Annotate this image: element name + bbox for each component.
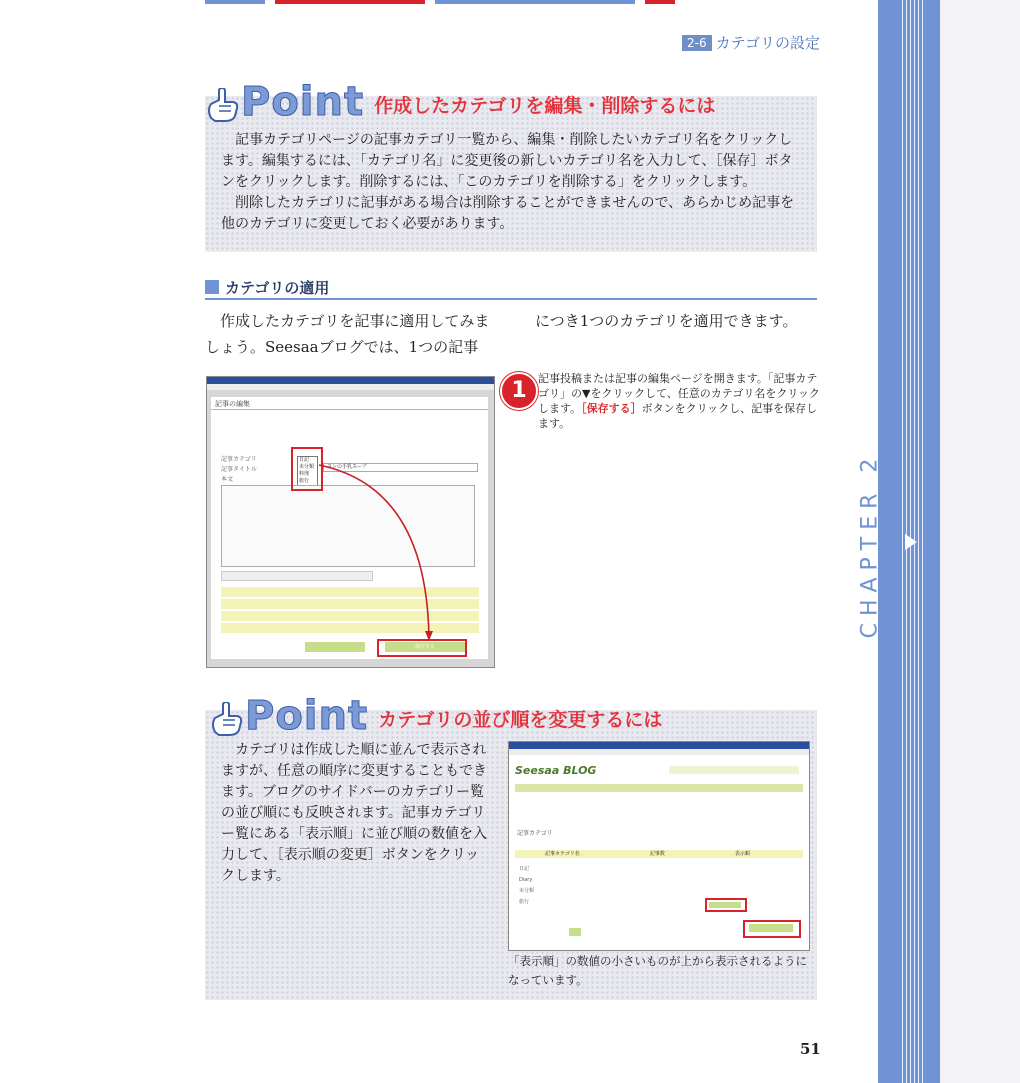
- red-arrow: [207, 377, 494, 667]
- point-heading: [205, 79, 716, 125]
- step-number-badge: 1: [500, 372, 538, 410]
- body-label: 本文: [221, 476, 234, 483]
- title-label: 記事タイトル: [221, 466, 257, 473]
- page-edge: [940, 0, 1020, 1083]
- screenshot-caption: 「表示順」の数値の小さいものが上から表示されるようになっています。: [508, 954, 807, 987]
- category-label: 記事カテゴリ: [221, 456, 257, 463]
- point-title: カテゴリの並び順を変更するには: [378, 709, 663, 731]
- point-title: 作成したカテゴリを編集・削除するには: [374, 95, 716, 117]
- table-row: Diary: [519, 877, 533, 883]
- point-heading: [209, 693, 663, 739]
- top-decoration-bar: [205, 0, 817, 6]
- chapter-label: CHAPTER 2: [857, 451, 883, 639]
- small-button[interactable]: [569, 928, 581, 936]
- seesaa-logo: Seesaa BLOG: [515, 764, 597, 777]
- play-arrow-icon: [905, 534, 917, 550]
- window-menubar: [509, 749, 809, 755]
- pointing-hand-icon: [205, 88, 241, 122]
- body-text-right: につき1つのカテゴリを適用できます。: [535, 312, 798, 330]
- section-title: カテゴリの設定: [715, 34, 820, 52]
- table-rows: [519, 864, 534, 908]
- section-label: 記事カテゴリ: [517, 830, 553, 837]
- point-paragraph: 削除したカテゴリに記事がある場合は削除することができませんので、あらかじめ記事を他のカテゴリに変更しておく必要があります。: [221, 195, 795, 232]
- pointing-hand-icon: [209, 702, 245, 736]
- point-body: カテゴリは作成した順に並んで表示されますが、任意の順序に変更することもできます。ブログのサイドバーのカテゴリー覧の並び順にも反映されます。記事カテゴリー覧にある「表示順」に並び順の数値を入力して、［表示順の変更］ボタンをクリックします。: [221, 742, 487, 884]
- nav-tabs: [515, 784, 803, 792]
- point-word: Point: [245, 693, 369, 739]
- category-dropdown[interactable]: 日記 未分類 料理 旅行: [297, 456, 318, 486]
- heading-square-icon: [205, 280, 219, 294]
- title-input[interactable]: ヨンの手乳スープ: [323, 463, 478, 472]
- page-heading: 記事の編集: [215, 400, 250, 408]
- highlight-order-button: [705, 898, 747, 912]
- highlight-save-button: [743, 920, 801, 938]
- zigzag-edge-bottom: [205, 993, 817, 1007]
- window-titlebar: [509, 742, 809, 749]
- screenshot-edit-article: [206, 376, 495, 668]
- point-paragraph: 記事カテゴリページの記事カテゴリ一覧から、編集・削除したいカテゴリ名をクリックします。編集するには、「カテゴリ名」に変更後の新しいカテゴリ名を入力して、［保存］ボタンをクリックします。削除するには、「このカテゴリを削除する」をクリックします。: [221, 132, 793, 190]
- section-number: 2-6: [682, 35, 712, 51]
- table-row: 未分類: [519, 888, 535, 894]
- header-links: [669, 766, 799, 774]
- step-instruction: 記事投稿または記事の編集ページを開きます。「記事カテゴリ」の▼をクリックして、任意のカテゴリ名をクリックします。［保存する］ボタンをクリックし、記事を保存します。: [538, 372, 820, 430]
- table-row: 旅行: [519, 899, 530, 905]
- body-text-left: 作成したカテゴリを記事に適用してみましょう。Seesaaブログでは、1つの記事: [205, 312, 490, 356]
- save-button[interactable]: 保存する: [385, 642, 465, 652]
- table-header: 記事カテゴリ名 記事数 表示順: [515, 850, 803, 858]
- zigzag-edge-bottom: [205, 245, 817, 259]
- page-number: 51: [800, 1040, 821, 1058]
- point-word: Point: [241, 79, 365, 125]
- screenshot-category-list: [508, 741, 810, 951]
- point-box-edit-delete: [205, 79, 817, 252]
- section-header: [682, 32, 820, 53]
- subsection-heading: カテゴリの適用: [205, 278, 817, 300]
- point-body: [221, 130, 805, 235]
- table-row: 日記: [519, 866, 530, 872]
